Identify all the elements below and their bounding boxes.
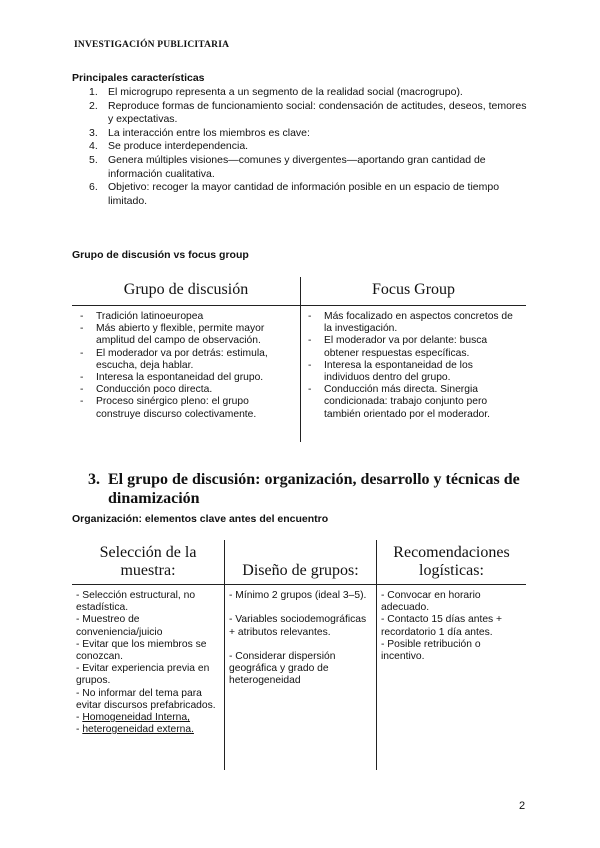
cell-line: - Homogeneidad Interna, (76, 712, 190, 724)
list-item (72, 154, 528, 181)
list-number: 1. (89, 86, 98, 98)
list-item (72, 86, 528, 100)
list-text: Objetivo: recoger la mayor cantidad de información posible en un espacio de tiempo limitado. (108, 181, 500, 207)
list-item: - El moderador va por delante: busca obtener respuestas específicas. (308, 335, 488, 359)
cell-line: - Considerar dispersión geográfica y grado de heterogeneidad (229, 650, 336, 687)
list-number: 6. (89, 181, 98, 194)
list-number: 5. (89, 153, 98, 166)
section-title-comparison: Grupo de discusión vs focus group (72, 249, 249, 261)
column-divider (300, 277, 301, 442)
section-heading-text: El grupo de discusión: organización, desarrollo y técnicas de dinamización (108, 471, 520, 507)
cell-line: - No informar del tema para evitar discursos prefabricados. (76, 687, 216, 711)
list-item: - Proceso sinérgico pleno: el grupo construye discurso colectivamente. (80, 396, 257, 420)
heading-grupo-discusion: Grupo de discusión (123, 281, 249, 298)
cell-line: - Muestreo de conveniencia/juicio (76, 614, 163, 638)
header-rule (72, 305, 526, 306)
list-text: La interacción entre los miembros es clave: (108, 126, 310, 139)
focus-group-list (306, 311, 520, 421)
recomendaciones-cell (381, 590, 524, 663)
underlined-text: heterogeneidad externa. (82, 724, 194, 736)
section-number: 3. (88, 471, 100, 488)
cell-line: - Variables sociodemográficas + atributos relevantes. (229, 614, 367, 638)
list-item: - Interesa la espontaneidad de los individuos dentro del grupo. (308, 359, 473, 384)
list-text: Se produce interdependencia. (108, 140, 249, 153)
header-rule (72, 584, 526, 585)
list-item: - Más abierto y flexible, permite mayor amplitud del campo de observación. (80, 323, 265, 347)
grupo-discusion-list (78, 311, 296, 421)
list-item: - Conducción más directa. Sinergia condicionada: trabajo conjunto pero también orientado por el moderador. (308, 384, 490, 420)
cell-line: - heterogeneidad externa. (76, 724, 194, 736)
cell-line: - Selección estructural, no estadística. (76, 590, 196, 614)
section-heading-3 (88, 470, 528, 508)
list-text: Genera múltiples visiones—comunes y divergentes—aportando gran cantidad de información cualitativa. (108, 153, 486, 180)
list-item (72, 140, 528, 154)
cell-line: - Mínimo 2 grupos (ideal 3–5). (229, 590, 367, 601)
heading-recomendaciones: Recomendaciones logísticas: (393, 544, 510, 579)
heading-seleccion-muestra: Selección de la muestra: (99, 544, 197, 579)
list-number: 3. (89, 126, 98, 139)
seleccion-muestra-cell (76, 590, 222, 736)
cell-line: - Convocar en horario adecuado. (381, 590, 481, 614)
running-header: INVESTIGACIÓN PUBLICITARIA (74, 40, 230, 50)
list-item: - Conducción poco directa. (80, 384, 213, 396)
diseno-grupos-cell (229, 590, 373, 688)
list-item (72, 127, 528, 141)
list-item: - Interesa la espontaneidad del grupo. (80, 372, 264, 384)
organization-table (72, 540, 526, 770)
features-list (72, 86, 528, 208)
cell-line: - Evitar que los miembros se conozcan. (76, 638, 207, 663)
list-item: - Más focalizado en aspectos concretos de la investigación. (308, 311, 513, 335)
section-subtitle-organizacion: Organización: elementos clave antes del encuentro (72, 513, 329, 525)
underlined-text: Homogeneidad Interna, (82, 712, 190, 724)
list-number: 2. (89, 99, 98, 112)
cell-line: - Contacto 15 días antes + recordatorio 1 día antes. (381, 614, 503, 638)
cell-line: - Evitar experiencia previa en grupos. (76, 663, 210, 687)
list-item: - El moderador va por detrás: estimula, escucha, deja hablar. (80, 347, 268, 371)
list-text: El microgrupo representa a un segmento de la realidad social (macrogrupo). (108, 86, 463, 98)
page-number: 2 (519, 800, 526, 812)
list-number: 4. (89, 140, 98, 153)
heading-diseno-grupos: Diseño de grupos: (242, 562, 359, 579)
comparison-table (72, 277, 526, 442)
heading-focus-group: Focus Group (371, 281, 456, 298)
list-item: - Tradición latinoeuropea (80, 311, 204, 322)
list-text: Reproduce formas de funcionamiento social: condensación de actitudes, deseos, temores y expectativas. (108, 99, 527, 126)
section-title-principales: Principales características (72, 72, 205, 84)
cell-line: - Posible retribución o incentivo. (381, 638, 481, 663)
list-item (72, 181, 528, 208)
list-item (72, 100, 528, 127)
